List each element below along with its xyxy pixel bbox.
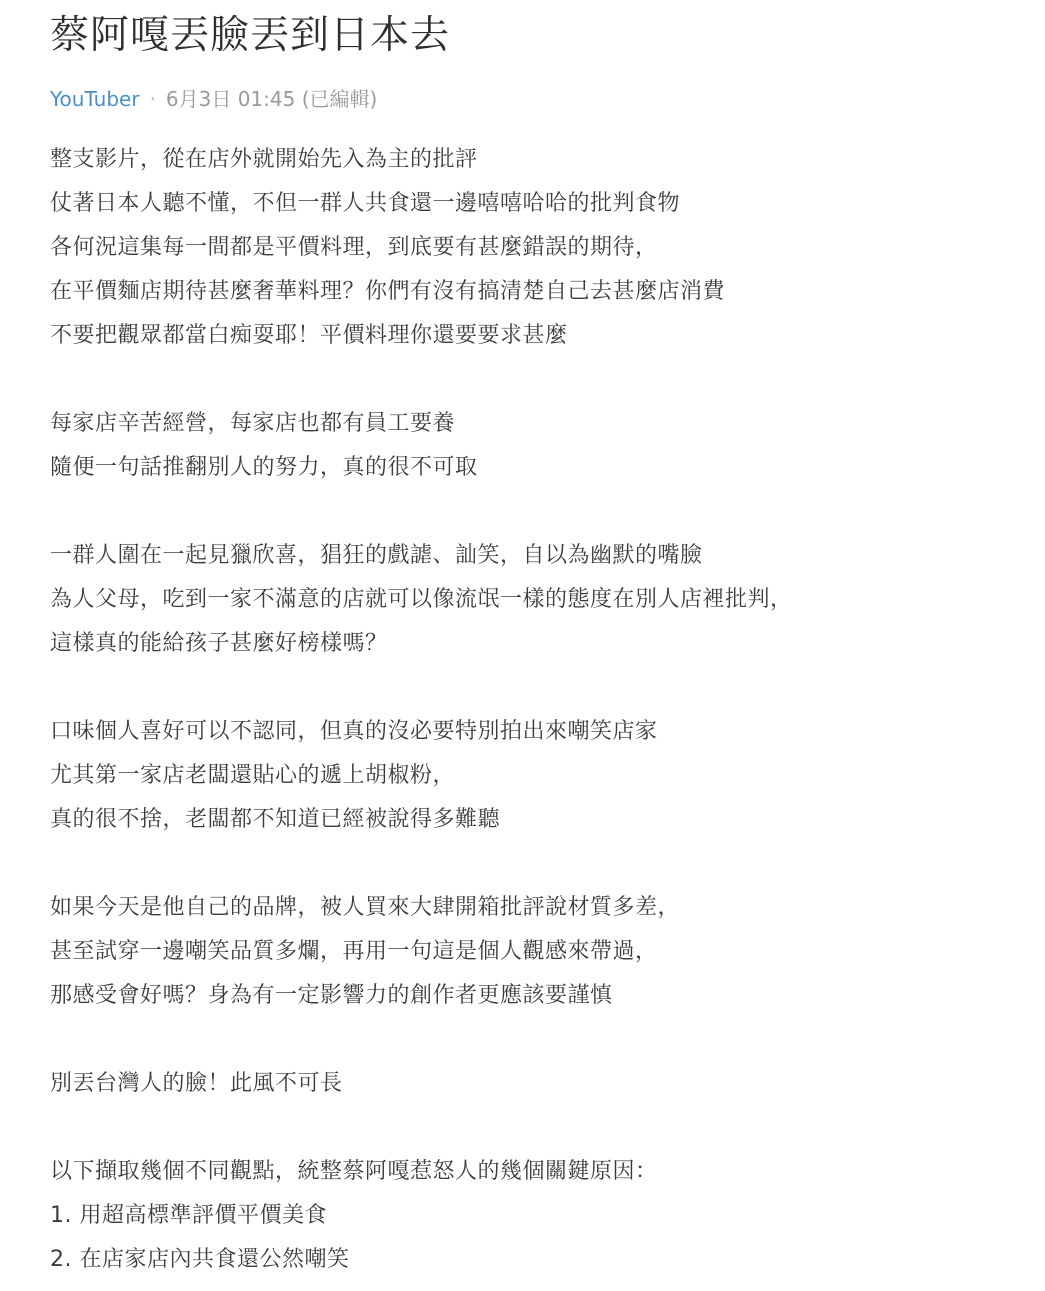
paragraph-gap (50, 358, 1010, 402)
body-line: 那感受會好嗎？身為有一定影響力的創作者更應該要謹慎 (50, 983, 613, 1008)
list-item: 2. 在店家店內共食還公然嘲笑 (50, 1247, 350, 1272)
body-line: 尤其第一家店老闆還貼心的遞上胡椒粉， (50, 763, 456, 788)
body-line: 每家店辛苦經營，每家店也都有員工要養 (50, 411, 456, 436)
paragraph-gap (50, 666, 1010, 710)
article-title: 蔡阿嘎丟臉丟到日本去 (50, 13, 451, 58)
post-date: 6月3日 01:45 (已編輯) (165, 87, 378, 111)
paragraph-gap (50, 490, 1010, 534)
body-line: 各何況這集每一間都是平價料理，到底要有甚麼錯誤的期待， (50, 235, 658, 260)
article-body (50, 138, 1010, 1282)
body-line: 在平價麵店期待甚麼奢華料理？你們有沒有搞清楚自己去甚麼店消費 (50, 279, 726, 304)
meta-separator: · (149, 87, 156, 111)
author-link[interactable]: YouTuber (50, 87, 140, 111)
paragraph-gap (50, 1018, 1010, 1062)
body-line: 口味個人喜好可以不認同，但真的沒必要特別拍出來嘲笑店家 (50, 719, 658, 744)
list-item: 1. 用超高標準評價平價美食 (50, 1203, 327, 1228)
body-line: 以下擷取幾個不同觀點，統整蔡阿嘎惹怒人的幾個關鍵原因： (50, 1159, 658, 1184)
body-line: 為人父母，吃到一家不滿意的店就可以像流氓一樣的態度在別人店裡批判， (50, 587, 793, 612)
body-line: 如果今天是他自己的品牌，被人買來大肆開箱批評說材質多差， (50, 895, 681, 920)
article (50, 0, 1010, 1282)
body-line: 真的很不捨，老闆都不知道已經被說得多難聽 (50, 807, 501, 832)
body-line: 仗著日本人聽不懂，不但一群人共食還一邊嘻嘻哈哈的批判食物 (50, 191, 681, 216)
body-line: 不要把觀眾都當白痴耍耶！平價料理你還要要求甚麼 (50, 323, 568, 348)
body-line: 別丟台灣人的臉！此風不可長 (50, 1071, 343, 1096)
article-meta (50, 86, 1010, 112)
body-line: 隨便一句話推翻別人的努力，真的很不可取 (50, 455, 478, 480)
body-line: 甚至試穿一邊嘲笑品質多爛，再用一句這是個人觀感來帶過， (50, 939, 658, 964)
body-line: 一群人圍在一起見獵欣喜，猖狂的戲謔、訕笑，自以為幽默的嘴臉 (50, 543, 703, 568)
body-line: 整支影片，從在店外就開始先入為主的批評 (50, 147, 478, 172)
body-line: 這樣真的能給孩子甚麼好榜樣嗎？ (50, 631, 388, 656)
paragraph-gap (50, 842, 1010, 886)
paragraph-gap (50, 1106, 1010, 1150)
